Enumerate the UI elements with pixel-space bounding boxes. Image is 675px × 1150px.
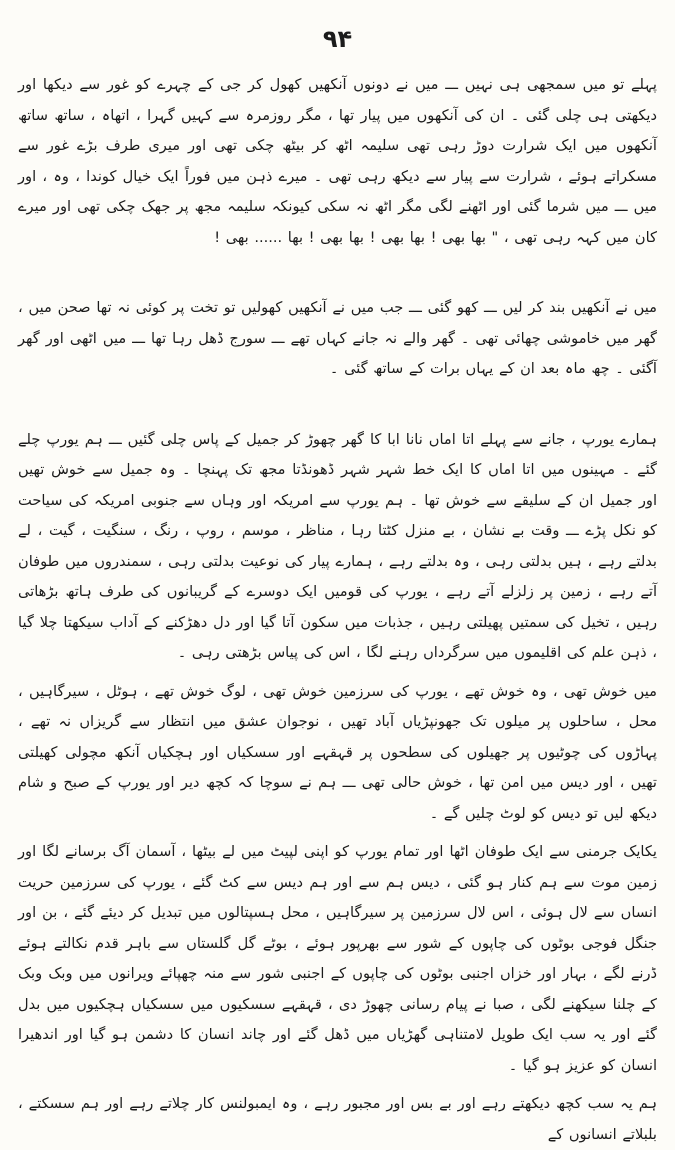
page-body (18, 70, 657, 1150)
page-number: ۹۴ (322, 25, 353, 53)
paragraph: پہلے تو میں سمجھی ہی نہیں ـــ میں نے دونوں آنکھیں کھول کر جی کے چہرے کو غور سے دیکھا اور دیکھتی ہی چلی گئی ۔ ان کی آنکھوں میں پیار تھا ، مگر روزمرہ سے کہیں گہرا ، اتھاہ ، ساتھ ساتھ آنکھوں میں ایک شرارت دوڑ رہی تھی سلیمہ اٹھ کر بیٹھ چکی تھی اور میری طرف بڑے غور سے مسکراتے ہوئے ، شرارت سے پیار سے دیکھ رہی تھی ۔ میرے ذہن میں فوراً ایک خیال کوندا ، وہ ، اور میں ـــ میں شرما گئی اور اٹھنے لگی مگر اٹھ نہ سکی کیونکہ سلیمہ مجھ پر جھک چکی تھی اور میرے کان میں کہہ رہی تھی ، " بھا بھی ! بھا بھی ! بھا بھی ! بھا ...... بھی ! (18, 76, 657, 246)
paragraph: ہم یہ سب کچھ دیکھتے رہے اور بے بس اور مجبور رہے ، وہ ایمبولنس کار چلاتے رہے اور ہم سسکتے ، بلبلاتے انسانوں کے (18, 1095, 657, 1143)
paragraph: میں خوش تھی ، وہ خوش تھے ، یورپ کی سرزمین خوش تھی ، لوگ خوش تھے ، ہوٹل ، سیرگاہیں ، محل ، ساحلوں پر میلوں تک جھونپڑیاں آباد تھیں ، نوجوان عشق میں انتظار سے گریزاں نہ تھے ، پہاڑوں کی چوٹیوں پر جھیلوں کی سطحوں پر قہقہے اور سسکیاں اور ہچکیاں آنکھ مچولی کھیلتی تھیں ، اور دیس میں امن تھا ، خوش حالی تھی ـــ ہم نے سوچا کہ کچھ دیر اور یورپ کے صبح و شام دیکھ لیں تو دیس کو لوٹ چلیں گے ۔ (18, 682, 657, 822)
paragraph: یکایک جرمنی سے ایک طوفان اٹھا اور تمام یورپ کو اپنی لپیٹ میں لے بیٹھا ، آسمان آگ برسانے لگا اور زمین موت سے ہم کنار ہو گئی ، دیس ہم سے اور ہم دیس سے کٹ گئے ، یورپ کی سرزمین حریت انساں سے لال ہوئی ، اس لال سرزمین پر سیرگاہیں ، محل ہسپتالوں میں تبدیل کر دیئے گئے ، بن اور جنگل فوجی بوٹوں کی چاپوں کے شور سے بھرپور ہوئے ، بوٹے گل گلستاں سے باہر قدم نکالتے ہوئے ڈرنے لگے ، بہار اور خزاں اجنبی بوٹوں کی چاپوں کے اجنبی شور سے منہ چھپائے ویرانوں میں وبک وبک کے چلنا سیکھنے لگی ، صبا نے پیام رسانی چھوڑ دی ، قہقہے سسکیوں میں سسکیاں ہچکیوں میں بدل گئے اور یہ سب ایک طویل لامتناہی گھڑیاں میں ڈھل گئے اور چاند انسان کا دشمن ہو گیا اور اندھیرا انسان کو عزیز ہو گیا ۔ (18, 843, 657, 1074)
paragraph: ہمارے یورپ ، جانے سے پہلے اتا اماں نانا ابا کا گھر چھوڑ کر جمیل کے پاس چلی گئیں ـــ ہم یورپ چلے گئے ۔ مہینوں میں اتا اماں کا ایک خط شہر شہر ڈھونڈتا مجھ تک پہنچا ۔ وہ جمیل سے خوش تھیں اور جمیل ان کے سلیقے سے خوش تھا ۔ ہم یورپ سے امریکہ اور وہاں سے جنوبی امریکہ کی سیاحت کو نکل پڑے ـــ وقت بے نشان ، بے منزل کٹتا رہا ، مناظر ، موسم ، روپ ، رنگ ، سنگیت ، گیت ، لے بدلتے رہے ، ہیں بدلتی رہی ، وہ بدلتے رہے ، ہمارے پیار کی نوعیت بدلتی رہی ، سمندروں میں طوفان آتے رہے ، زمین پر زلزلے آتے رہے ، یورپ کی قومیں ایک دوسرے کے گریبانوں کی طرف ہاتھ بڑھاتی رہیں ، تخیل کی سمتیں پھیلتی رہیں ، جذبات میں سکون آتا گیا اور دل دھڑکنے کے آداب سیکھتا چلا گیا ، ذہن علم کی اقلیموں میں سرگرداں رہنے لگا ، اس کی پیاس بڑھتی رہی ۔ (18, 430, 657, 661)
paragraph: میں نے آنکھیں بند کر لیں ـــ کھو گئی ـــ جب میں نے آنکھیں کھولیں تو تخت پر کوئی نہ تھا صحن میں ، گھر میں خاموشی چھائی تھی ۔ گھر والے نہ جانے کہاں تھے ـــ سورج ڈھل رہا تھا ـــ میں اٹھی اور گھر آگئی ۔ چھ ماہ بعد ان کے یہاں برات کے ساتھ گئی ۔ (18, 299, 657, 377)
